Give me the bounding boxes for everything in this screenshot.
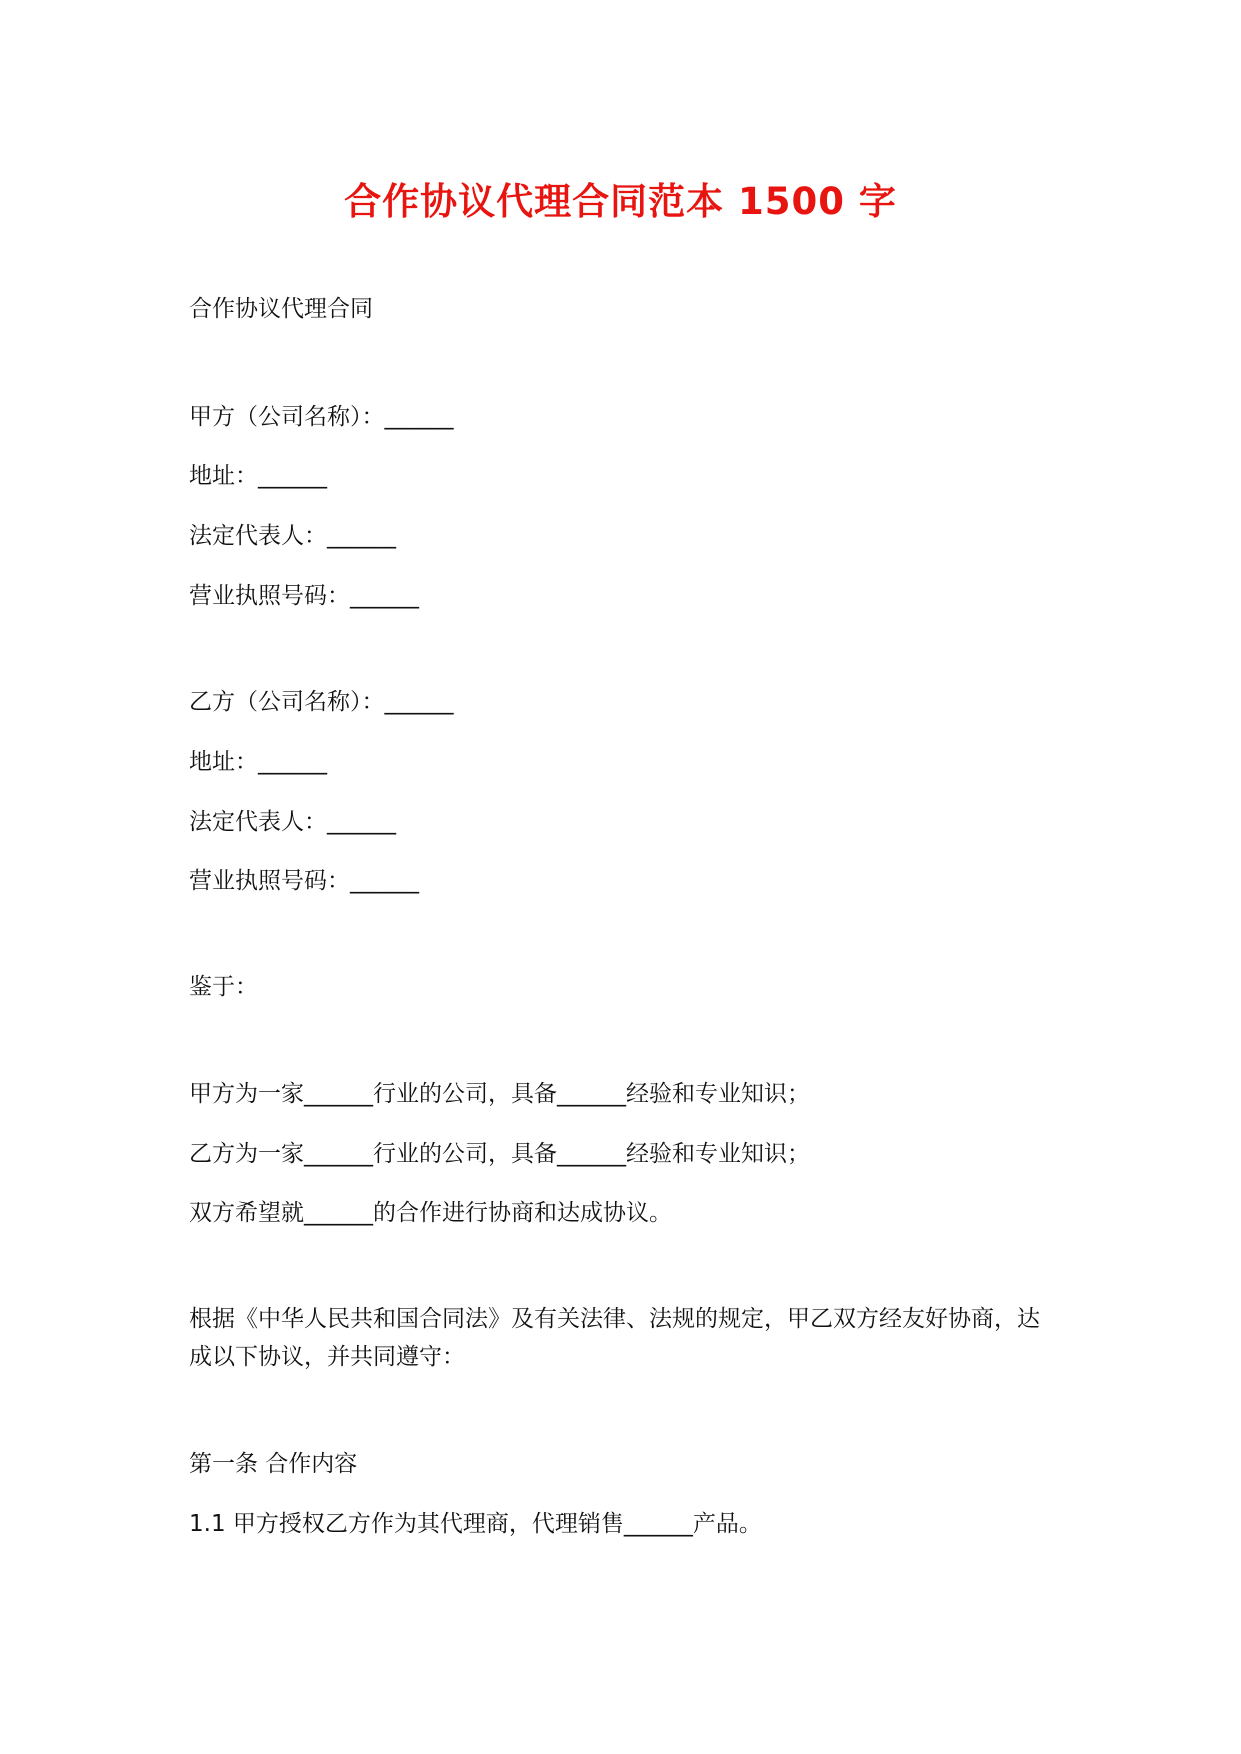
whereas-item: 双方希望就______的合作进行协商和达成协议。: [189, 1200, 672, 1226]
contract-subtitle: 合作协议代理合同: [189, 296, 373, 322]
party-a-legal-rep: 法定代表人：______: [189, 523, 396, 549]
party-b-address: 地址：______: [189, 749, 327, 775]
whereas-heading: 鉴于：: [189, 974, 258, 1000]
party-b-license: 营业执照号码：______: [189, 868, 419, 894]
party-a-name: 甲方（公司名称）：______: [189, 404, 454, 430]
party-b-legal-rep: 法定代表人：______: [189, 809, 396, 835]
article-1-heading: 第一条 合作内容: [189, 1451, 358, 1477]
document-title: 合作协议代理合同范本 1500 字: [344, 180, 897, 223]
whereas-item: 乙方为一家______行业的公司，具备______经验和专业知识；: [189, 1141, 810, 1167]
preamble-line: 成以下协议，并共同遵守：: [189, 1344, 465, 1370]
party-b-name: 乙方（公司名称）：______: [189, 689, 454, 715]
party-a-license: 营业执照号码：______: [189, 583, 419, 609]
preamble-line: 根据《中华人民共和国合同法》及有关法律、法规的规定，甲乙双方经友好协商，达: [189, 1306, 1040, 1332]
clause-1-1: 1.1 甲方授权乙方作为其代理商，代理销售______产品。: [189, 1511, 762, 1537]
whereas-item: 甲方为一家______行业的公司，具备______经验和专业知识；: [189, 1081, 810, 1107]
party-a-address: 地址：______: [189, 463, 327, 489]
